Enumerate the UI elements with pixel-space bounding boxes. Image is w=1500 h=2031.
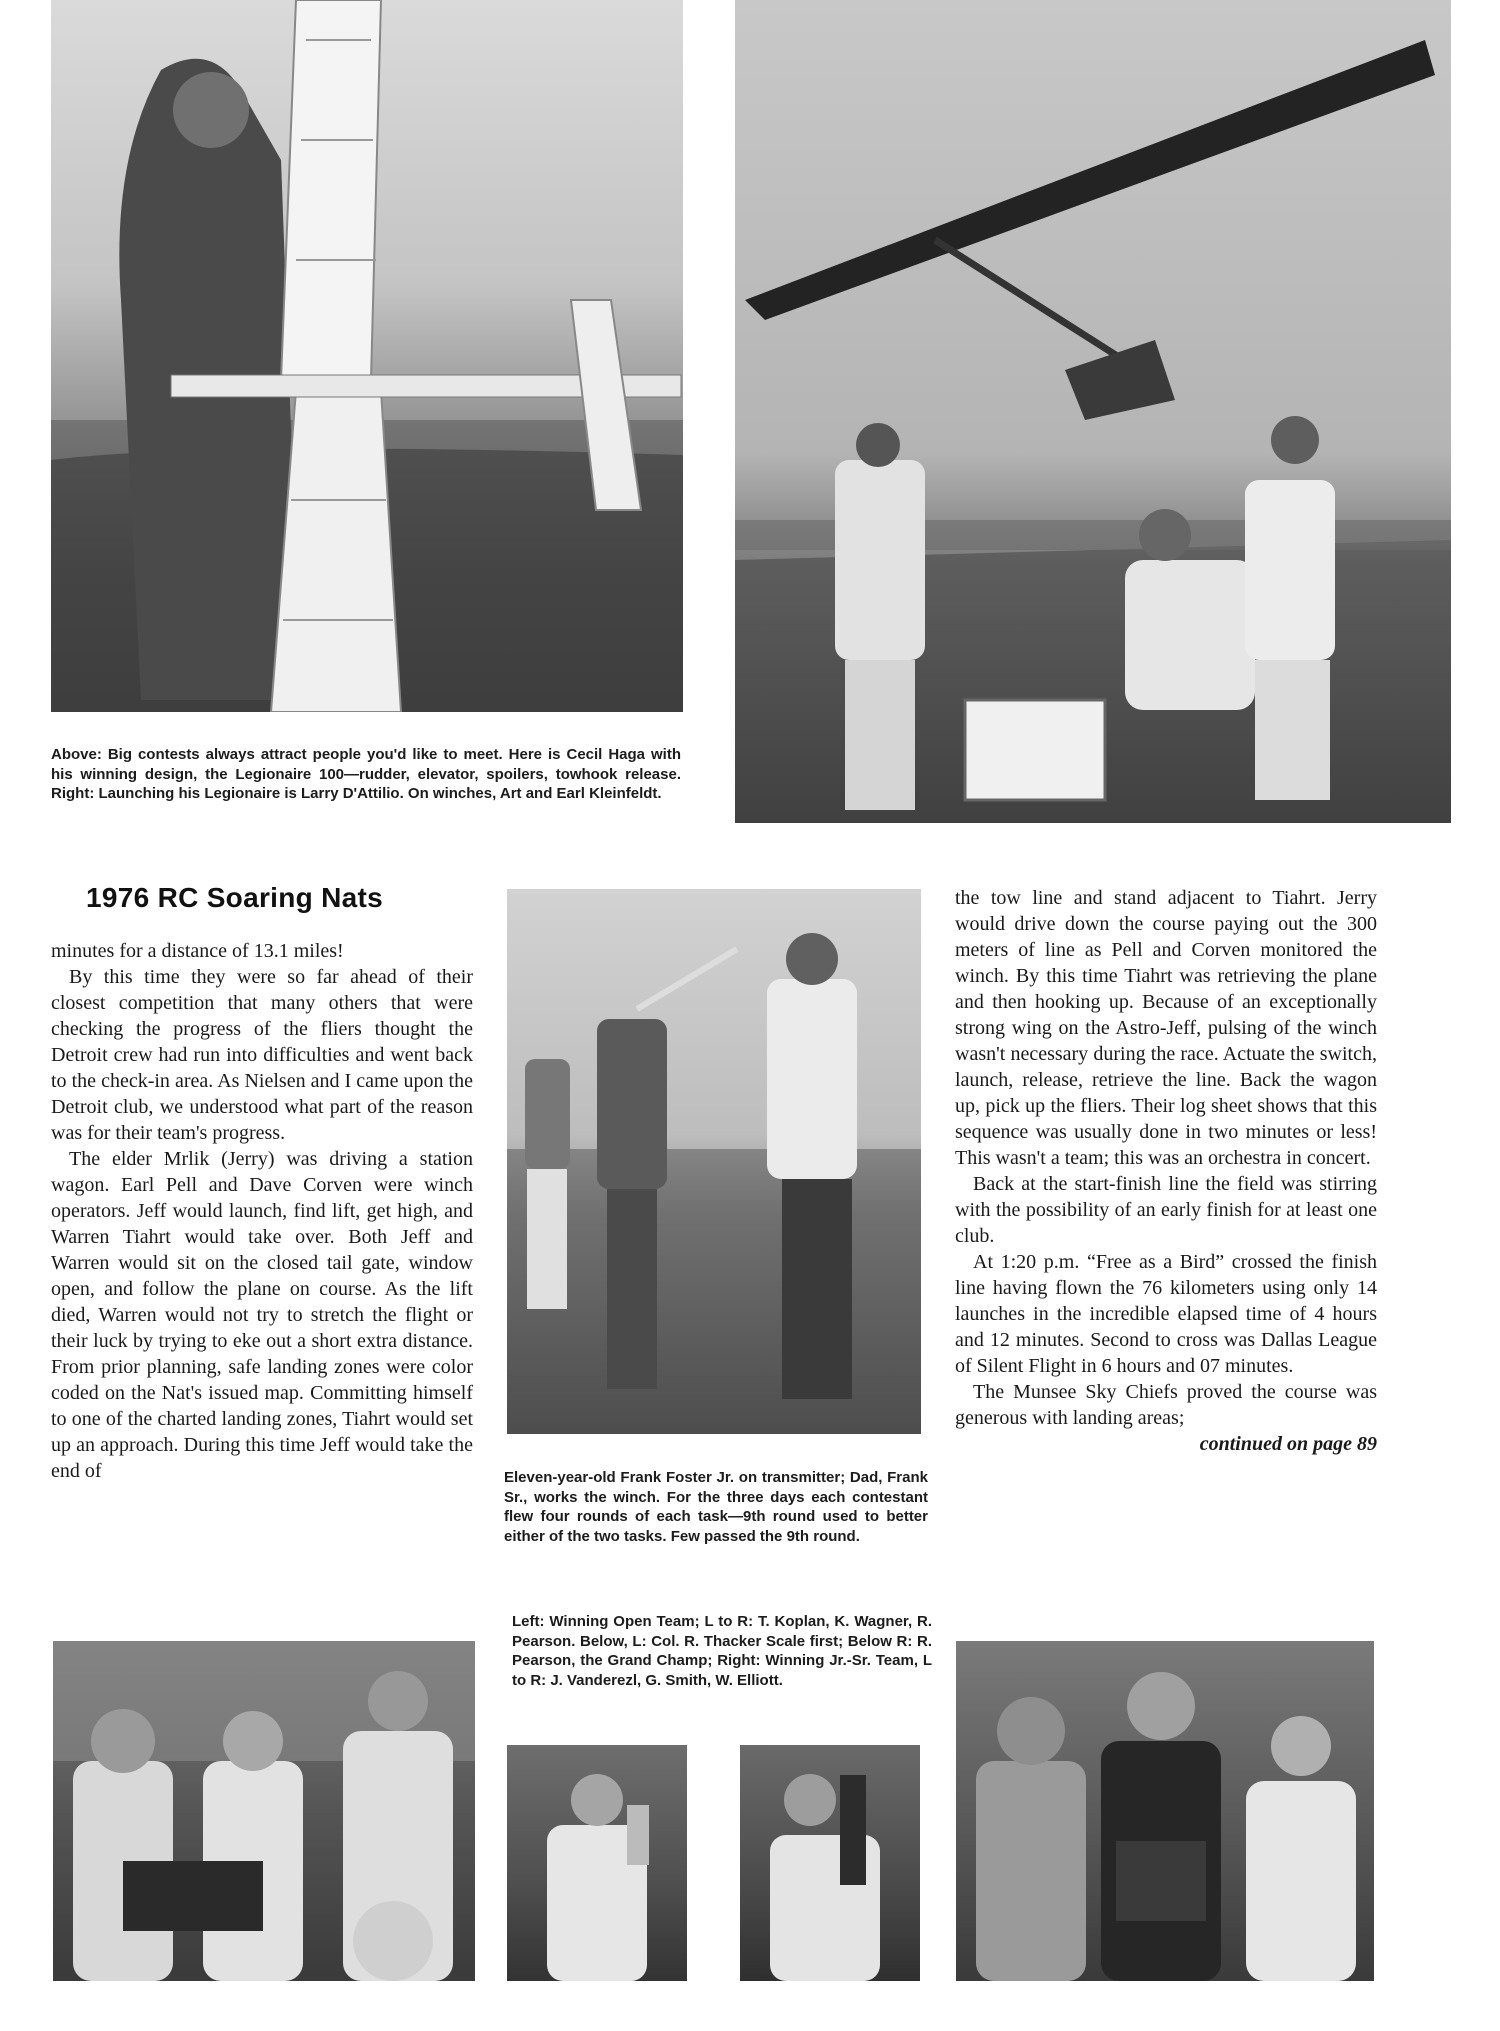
caption-bottom: Left: Winning Open Team; L to R: T. Koplan, K. Wagner, R. Pearson. Below, L: Col. R. Thacker Scale first; Below R: R. Pearson, the Grand Champ; Right: Winning Jr.-Sr. Team, L to R: J. Vanderezl, G. Smith, W. Elliott. (512, 1613, 932, 1689)
article-paragraph: minutes for a distance of 13.1 miles! (51, 940, 344, 962)
article-paragraph: At 1:20 p.m. “Free as a Bird” crossed the finish line having flown the 76 kilometers using only 14 launches in the incredible elapsed time of 4 hours and 12 minutes. Second to cross was Dallas League of Silent Flight in 6 hours and 07 minutes. (955, 1251, 1377, 1377)
article-paragraph: the tow line and stand adjacent to Tiahrt. Jerry would drive down the course paying out the 300 meters of line as Pell and Corven monitored the winch. By this time Tiahrt was retrieving the plane and then hooking up. Because of an exceptionally strong wing on the Astro-Jeff, pulsing of the winch wasn't necessary during the race. Actuate the switch, launch, release, retrieve the line. Back the wagon up, pick up the fliers. Their log sheet shows that this sequence was usually done in two minutes or less! This wasn't a team; this was an orchestra in concert. (955, 887, 1377, 1169)
article-paragraph: Back at the start-finish line the field was stirring with the possibility of an early finish for at least one club. (955, 1173, 1377, 1247)
photo-pearson (740, 1745, 920, 1981)
photo-jr-sr-team (956, 1641, 1374, 1981)
article-paragraph: The elder Mrlik (Jerry) was driving a station wagon. Earl Pell and Dave Corven were winch operators. Jeff would launch, find lift, get high, and Warren Tiahrt would take over. Both Jeff and Warren would sit on the closed tail gate, window open, and follow the plane on course. As the lift died, Warren would not try to stretch the flight or their luck by trying to eke out a short extra distance. From prior planning, safe landing zones were color coded on the Nat's issued map. Committing himself to one of the charted landing zones, Tiahrt would set up an approach. During this time Jeff would take the end of (51, 1148, 473, 1482)
article-headline: 1976 RC Soaring Nats (86, 882, 383, 913)
photo-open-team (53, 1641, 475, 1981)
article-column-1 (51, 938, 473, 1484)
photo-thacker (507, 1745, 687, 1981)
photo-haga-glider (51, 0, 683, 712)
photo-launch (735, 0, 1451, 823)
article-paragraph: By this time they were so far ahead of their closest competition that many others that were checking the progress of the fliers thought the Detroit crew had run into difficulties and went back to the check-in area. As Nielsen and I came upon the Detroit club, we understood what part of the reason was for their team's progress. (51, 966, 473, 1144)
caption-top: Above: Big contests always attract people you'd like to meet. Here is Cecil Haga with his winning design, the Legionaire 100—rudder, elevator, spoilers, towhook release. Right: Launching his Legionaire is Larry D'Attilio. On winches, Art and Earl Kleinfeldt. (51, 746, 681, 802)
continued-note: continued on page 89 (1199, 1433, 1377, 1455)
article-column-3 (955, 885, 1377, 1457)
photo-frank-foster (507, 889, 921, 1434)
article-paragraph: The Munsee Sky Chiefs proved the course was generous with landing areas; (955, 1381, 1377, 1429)
caption-middle: Eleven-year-old Frank Foster Jr. on transmitter; Dad, Frank Sr., works the winch. For the three days each contestant flew four rounds of each task—9th round used to better either of the two tasks. Few passed the 9th round. (504, 1469, 928, 1545)
